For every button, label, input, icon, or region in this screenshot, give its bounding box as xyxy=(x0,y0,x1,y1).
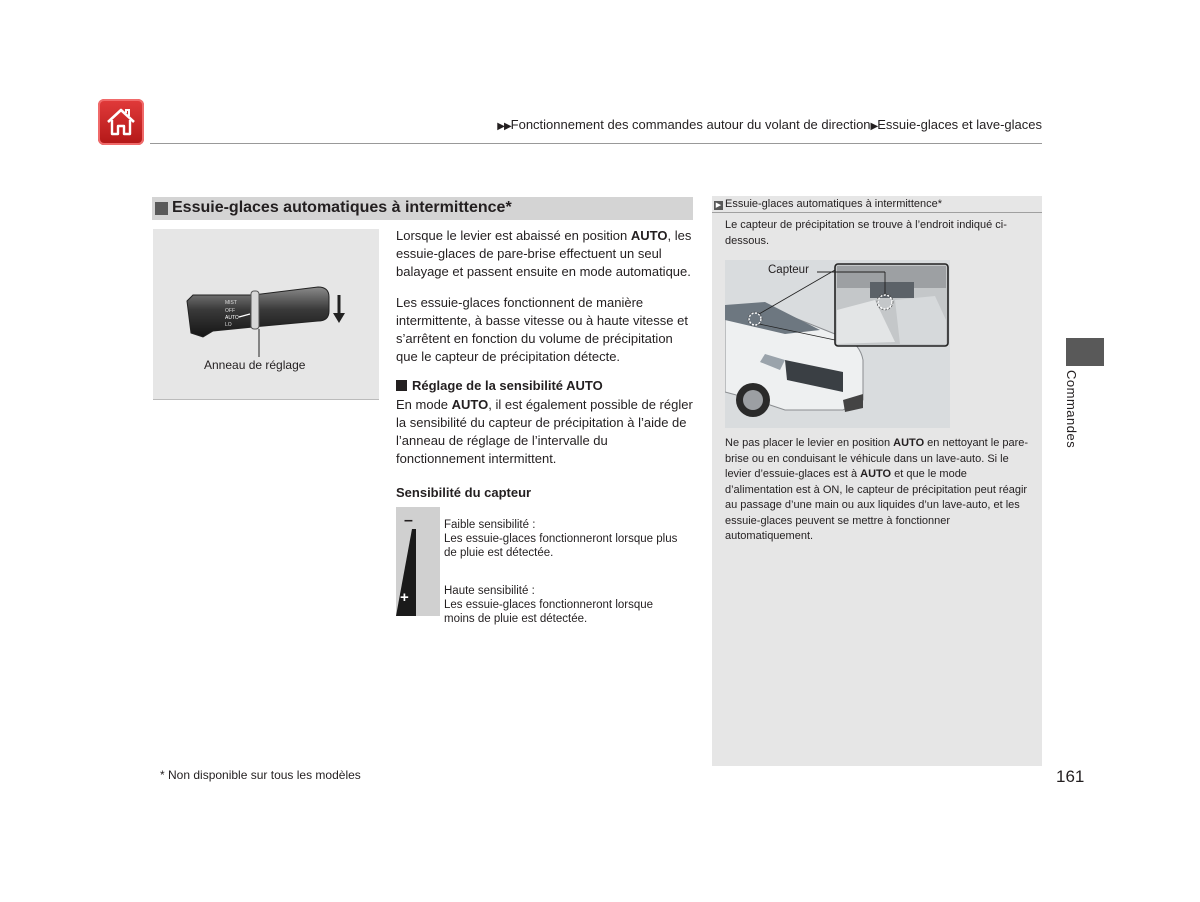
car-windshield-icon xyxy=(725,260,950,428)
bold-term: AUTO xyxy=(860,468,892,480)
text-run: , les essuie-glaces de pare-brise effectuent un seul balayage et passent ensuite en mode automatique. xyxy=(396,228,692,279)
wiper-lever-icon xyxy=(153,229,379,399)
paragraph-intermittent: Les essuie-glaces fonctionnent de manière intermittente, à basse vitesse ou à haute vitesse et s’arrêtent en fonction du volume de précipitation que le capteur de précipitation détecte. xyxy=(396,295,688,364)
bold-term: AUTO xyxy=(451,397,489,412)
svg-text:MIST: MIST xyxy=(225,300,237,306)
page-number: 161 xyxy=(1056,767,1085,786)
note-carwash-warning xyxy=(725,436,1035,545)
note-arrow-icon: ▶ xyxy=(715,202,722,209)
heading-square-icon xyxy=(155,202,168,215)
note-heading xyxy=(712,196,1042,213)
chapter-tab[interactable] xyxy=(1066,338,1104,366)
subheading-text: Réglage de la sensibilité AUTO xyxy=(412,378,603,393)
sensitivity-title: Sensibilité du capteur xyxy=(396,485,532,500)
breadcrumb-arrow-icon: ▶▶ xyxy=(497,121,511,132)
text-run: et que le mode d’alimentation est à ON, le capteur de précipitation peut réagir au passage d’une main ou aux liquides d’un lave-auto, et les essuie-glaces peuvent se mettre à fonctionner automatiquement. xyxy=(725,468,1028,542)
bold-term: AUTO xyxy=(630,228,668,243)
breadcrumb xyxy=(470,117,1042,132)
high-sensitivity-label: Haute sensibilité : xyxy=(444,585,535,597)
paragraph-auto-position xyxy=(396,227,696,281)
section-title: Essuie-glaces automatiques à intermittence* xyxy=(172,199,512,216)
section-heading xyxy=(152,197,693,220)
text-run: En mode xyxy=(396,397,452,412)
footnote: * Non disponible sur tous les modèles xyxy=(160,768,361,782)
svg-text:LO: LO xyxy=(225,322,232,328)
svg-text:AUTO: AUTO xyxy=(225,315,239,321)
adjustment-ring-label: Anneau de réglage xyxy=(204,358,306,372)
rain-sensor-photo xyxy=(725,260,950,428)
home-button[interactable] xyxy=(98,99,144,145)
breadcrumb-arrow-icon: ▶ xyxy=(870,121,878,132)
chapter-tab-label[interactable]: Commandes xyxy=(1064,370,1079,449)
svg-text:OFF: OFF xyxy=(225,308,235,314)
breadcrumb-current[interactable]: Essuie-glaces et lave-glaces xyxy=(877,117,1042,132)
low-sensitivity-label: Faible sensibilité : xyxy=(444,519,536,531)
home-icon xyxy=(105,106,137,138)
sensor-label: Capteur xyxy=(768,264,809,276)
high-sensitivity-description: Les essuie-glaces fonctionneront lorsque moins de pluie est détectée. xyxy=(444,599,654,625)
note-sensor-location: Le capteur de précipitation se trouve à l’endroit indiqué ci-dessous. xyxy=(725,219,1007,247)
text-run: Ne pas placer le levier en position xyxy=(725,437,894,449)
header-divider xyxy=(150,143,1042,144)
wiper-lever-illustration xyxy=(153,229,379,400)
breadcrumb-link-controls[interactable]: Fonctionnement des commandes autour du volant de direction xyxy=(510,117,871,132)
note-title: Essuie-glaces automatiques à intermittence* xyxy=(725,198,943,210)
plus-icon: + xyxy=(400,589,409,606)
text-run: Lorsque le levier est abaissé en position xyxy=(396,228,631,243)
subheading xyxy=(396,378,603,393)
paragraph-sensitivity xyxy=(396,396,696,468)
low-sensitivity-description: Les essuie-glaces fonctionneront lorsque plus de pluie est détectée. xyxy=(444,533,678,559)
subheading-square-icon xyxy=(396,380,407,391)
text-run: , il est également possible de régler la sensibilité du capteur de précipitation à l’aide de l’anneau de réglage de l’intervalle du fonctionnement intermittent. xyxy=(396,397,693,466)
bold-term: AUTO xyxy=(893,437,925,449)
minus-icon: – xyxy=(404,512,413,529)
text-run: en nettoyant le pare-brise ou en conduisant le véhicule dans un lave-auto. Si le levier d’essuie-glaces est à xyxy=(725,437,1029,480)
